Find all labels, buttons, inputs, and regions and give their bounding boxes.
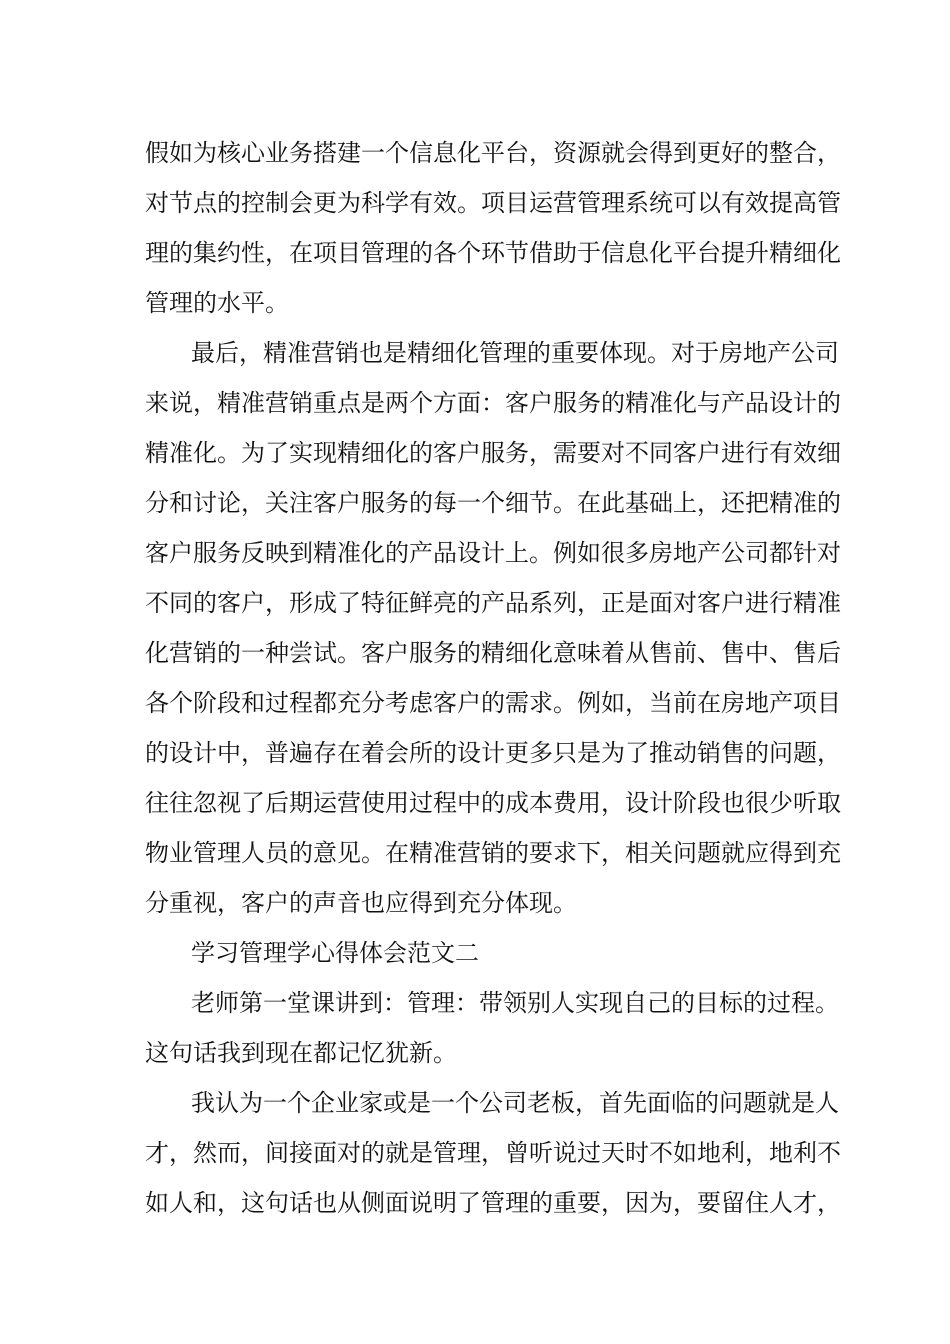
- paragraph: [145, 928, 810, 978]
- text-line: 各个阶段和过程都充分考虑客户的需求。例如，当前在房地产项目: [145, 689, 841, 717]
- paragraph: [145, 328, 841, 928]
- paragraph: [145, 128, 841, 328]
- text-line: 最后，精准营销也是精细化管理的重要体现。对于房地产公司: [191, 339, 839, 367]
- text-line: 我认为一个企业家或是一个公司老板，首先面临的问题就是人: [191, 1089, 839, 1117]
- text-line: 如人和，这句话也从侧面说明了管理的重要，因为，要留住人才，: [145, 1189, 841, 1217]
- text-line: 来说，精准营销重点是两个方面：客户服务的精准化与产品设计的: [145, 389, 841, 417]
- document-body: [145, 128, 841, 1228]
- text-line: 客户服务反映到精准化的产品设计上。例如很多房地产公司都针对: [145, 539, 841, 567]
- text-line: 分重视，客户的声音也应得到充分体现。: [145, 889, 577, 917]
- text-line: 对节点的控制会更为科学有效。项目运营管理系统可以有效提高管: [145, 189, 841, 217]
- text-line: 分和讨论，关注客户服务的每一个细节。在此基础上，还把精准的: [145, 489, 841, 517]
- text-line: 才，然而，间接面对的就是管理，曾听说过天时不如地利，地利不: [145, 1139, 841, 1167]
- text-line: 不同的客户，形成了特征鲜亮的产品系列，正是面对客户进行精准: [145, 589, 841, 617]
- text-line: 的设计中，普遍存在着会所的设计更多只是为了推动销售的问题，: [145, 739, 841, 767]
- text-line: 这句话我到现在都记忆犹新。: [145, 1039, 457, 1067]
- text-line: 管理的水平。: [145, 289, 289, 317]
- text-line: 精准化。为了实现精细化的客户服务，需要对不同客户进行有效细: [145, 439, 841, 467]
- text-line: 理的集约性，在项目管理的各个环节借助于信息化平台提升精细化: [145, 239, 841, 267]
- text-line: 假如为核心业务搭建一个信息化平台，资源就会得到更好的整合，: [145, 139, 841, 167]
- paragraph: [145, 1078, 841, 1228]
- text-line: 往往忽视了后期运营使用过程中的成本费用，设计阶段也很少听取: [145, 789, 841, 817]
- text-line: 化营销的一种尝试。客户服务的精细化意味着从售前、售中、售后: [145, 639, 841, 667]
- paragraph: [145, 978, 839, 1078]
- text-line: 学习管理学心得体会范文二: [191, 939, 479, 967]
- text-line: 老师第一堂课讲到：管理：带领别人实现自己的目标的过程。: [191, 989, 839, 1017]
- text-line: 物业管理人员的意见。在精准营销的要求下，相关问题就应得到充: [145, 839, 841, 867]
